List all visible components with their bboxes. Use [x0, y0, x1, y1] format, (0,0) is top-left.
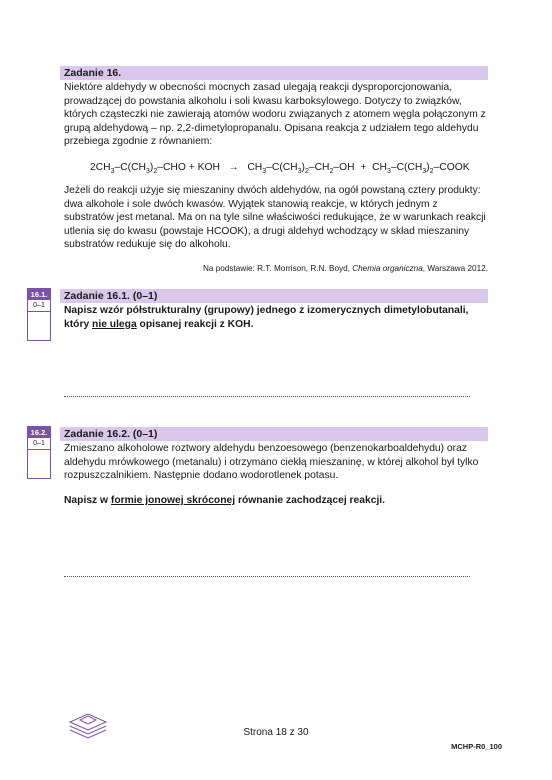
answer-line-16-2[interactable] [64, 576, 470, 577]
answer-line-16-1[interactable] [64, 396, 470, 397]
instruction-part: równanie zachodzącej reakcji. [235, 495, 386, 506]
eq-sub: 3 [422, 168, 427, 176]
eq-part: ) [426, 162, 430, 173]
task-points: 0–1 [28, 438, 50, 450]
reaction-equation [90, 162, 470, 175]
task-16-1-instruction [64, 304, 490, 331]
task-16-title: Zadanie 16. [64, 67, 122, 79]
source-title: Chemia organiczna [352, 264, 423, 273]
page-number: Strona 18 z 30 [243, 727, 309, 738]
eq-part: CH [372, 162, 387, 173]
score-field[interactable] [28, 312, 50, 340]
source-suffix: , Warszawa 2012. [422, 264, 488, 273]
task-16-header [60, 66, 488, 80]
intro-paragraph: Niektóre aldehydy w obecności mocnych zasad ulegają reakcji dysproporcjonowania, prowadzącej do powstania alkoholu i soli kwasu karboksylowego. Dotyczy to związków, których cząsteczki nie zawierają atomów wodoru związanych z atomem węgla połączonym z grupą aldehydową – np. 2,2-dimetylopropanalu. Opisana reakcja z udziałem tego aldehydu przebiega zgodnie z równaniem: [64, 82, 486, 148]
task-points: 0–1 [28, 300, 50, 312]
eq-part: –C(CH [390, 162, 423, 173]
eq-part: –CHO + KOH [157, 162, 220, 173]
eq-plus: + [360, 162, 367, 173]
eq-part: –COOK [433, 162, 470, 173]
intro-text-2 [64, 184, 490, 252]
eq-sub: 2 [304, 168, 309, 176]
intro-paragraph-2: Jeżeli do reakcji użyje się mieszaniny dwóch aldehydów, na ogół powstaną cztery produkty: dwa alkohole i sole dwóch kwasów. Wyjątek stanowią reakcje, w których jednym z substratów jest metanal. Ma on na tyle silne właściwości redukujące, że w warunkach reakcji utlenia się do kwasu (powstaje HCOOK), a drugi aldehyd wchodzący w skład mieszaniny substratów redukuje się do alkoholu. [64, 185, 486, 251]
eq-part: –C(CH [266, 162, 298, 173]
eq-sub: 3 [297, 168, 302, 176]
eq-sub: 2 [429, 168, 434, 176]
task-16-2-header [60, 427, 488, 441]
eq-part: –C(CH [114, 162, 146, 173]
eq-part: –OH [333, 162, 355, 173]
eq-part: ) [301, 162, 305, 173]
eq-part: –CH [308, 162, 330, 173]
task-16-1-header [60, 289, 488, 303]
score-box-16-2 [27, 426, 51, 479]
intro-text [64, 81, 490, 149]
eq-sub: 3 [262, 168, 267, 176]
exam-code: MCHP-R0_100 [451, 742, 502, 751]
eq-part: 2CH [90, 162, 111, 173]
eq-sub: 3 [110, 168, 115, 176]
task-number: 16.1. [28, 289, 50, 300]
task-number: 16.2. [28, 427, 50, 438]
task-16-2-title: Zadanie 16.2. (0–1) [64, 428, 158, 440]
eq-sub: 3 [386, 168, 391, 176]
task-16-1-title: Zadanie 16.1. (0–1) [64, 290, 158, 302]
score-box-16-1 [27, 288, 51, 341]
instruction-part: opisanej reakcji z KOH. [136, 318, 254, 330]
task-16-2-text [64, 442, 490, 483]
eq-sub: 2 [153, 168, 158, 176]
task-16-2-instruction [64, 494, 490, 508]
eq-part: CH [247, 162, 263, 173]
score-field[interactable] [28, 450, 50, 478]
instruction-underlined: nie ulega [92, 318, 137, 330]
instruction-part: Napisz wzór półstrukturalny (grupowy) jednego z izomerycznych dimetylobutanali, który [64, 305, 469, 330]
instruction-underlined: formie jonowej skróconej [110, 495, 236, 506]
source-citation [203, 264, 488, 273]
eq-sub: 3 [145, 168, 150, 176]
eq-part: ) [149, 162, 154, 173]
reaction-arrow: → [228, 162, 239, 173]
eq-sub: 2 [329, 168, 334, 176]
source-prefix: Na podstawie: R.T. Morrison, R.N. Boyd, [202, 264, 350, 273]
task-16-2-paragraph: Zmieszano alkoholowe roztwory aldehydu benzoesowego (benzenokarboaldehydu) oraz aldehydu mrówkowego (metanalu) i otrzymano ciekłą mieszaninę, w której alkohol był tylko rozpuszczalnikiem. Następnie dodano wodorotlenek potasu. [64, 443, 479, 482]
instruction-part: Napisz w [64, 495, 111, 506]
